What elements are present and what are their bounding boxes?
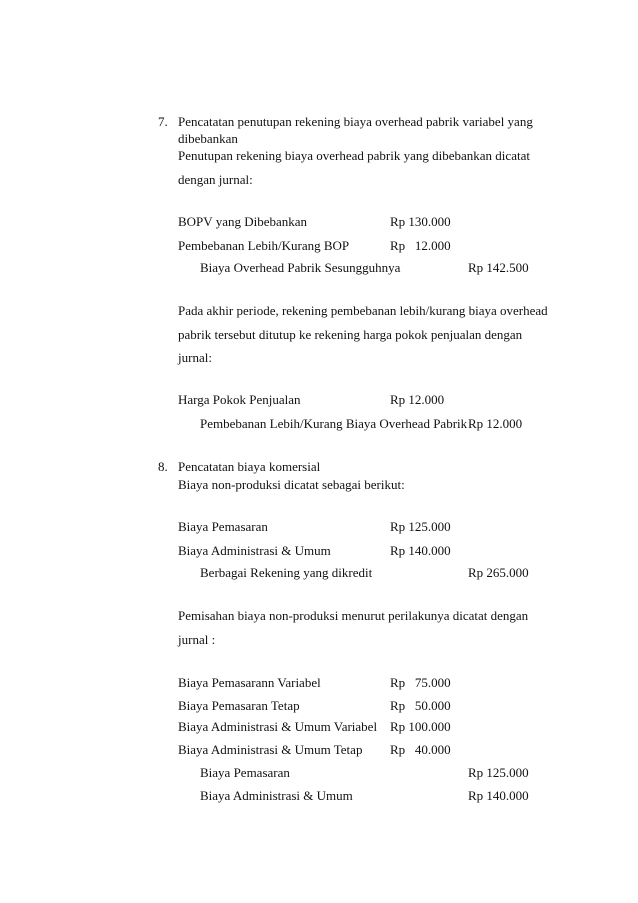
- journal-debit: Rp 12.000: [390, 392, 445, 407]
- journal-account: Biaya Administrasi & Umum Variabel: [178, 719, 378, 734]
- paragraph-line: Pemisahan biaya non-produksi menurut perilakunya dicatat dengan: [178, 608, 529, 623]
- section-7-desc-line2: dengan jurnal:: [178, 172, 253, 187]
- journal-debit: Rp 50.000: [390, 698, 451, 713]
- journal-credit: Rp 125.000: [468, 765, 529, 780]
- journal-credit: Rp 12.000: [468, 416, 523, 431]
- section-8-number: 8.: [158, 459, 168, 474]
- journal-account: Harga Pokok Penjualan: [178, 392, 301, 407]
- journal-account: Biaya Administrasi & Umum Tetap: [178, 742, 363, 757]
- journal-debit: Rp 140.000: [390, 543, 451, 558]
- section-8-title: Pencatatan biaya komersial: [178, 459, 321, 474]
- journal-account: Biaya Overhead Pabrik Sesungguhnya: [200, 260, 401, 275]
- paragraph-line: jurnal :: [178, 632, 216, 647]
- paragraph-line: pabrik tersebut ditutup ke rekening harga pokok penjualan dengan: [178, 327, 523, 342]
- section-7-desc-line1: Penutupan rekening biaya overhead pabrik yang dibebankan dicatat: [178, 148, 530, 163]
- journal-account: Biaya Pemasarann Variabel: [178, 675, 321, 690]
- section-7-title-line2: dibebankan: [178, 131, 238, 146]
- journal-credit: Rp 140.000: [468, 788, 529, 803]
- journal-account: Biaya Administrasi & Umum: [178, 543, 331, 558]
- journal-account: Pembebanan Lebih/Kurang Biaya Overhead Pabrik: [200, 416, 468, 431]
- section-8-desc: Biaya non-produksi dicatat sebagai berikut:: [178, 477, 405, 492]
- journal-debit: Rp 125.000: [390, 519, 451, 534]
- journal-debit: Rp 100.000: [390, 719, 451, 734]
- section-7-number: 7.: [158, 114, 168, 129]
- section-7-title-line1: Pencatatan penutupan rekening biaya overhead pabrik variabel yang: [178, 114, 533, 129]
- journal-account: Biaya Pemasaran: [200, 765, 290, 780]
- journal-account: BOPV yang Dibebankan: [178, 214, 308, 229]
- journal-account: Biaya Pemasaran: [178, 519, 268, 534]
- paragraph-line: jurnal:: [178, 350, 212, 365]
- journal-debit: Rp 130.000: [390, 214, 451, 229]
- journal-account: Pembebanan Lebih/Kurang BOP: [178, 238, 350, 253]
- journal-debit: Rp 40.000: [390, 742, 451, 757]
- journal-debit: Rp 75.000: [390, 675, 451, 690]
- journal-account: Biaya Pemasaran Tetap: [178, 698, 300, 713]
- journal-credit: Rp 142.500: [468, 260, 529, 275]
- journal-credit: Rp 265.000: [468, 565, 529, 580]
- journal-account: Berbagai Rekening yang dikredit: [200, 565, 373, 580]
- journal-account: Biaya Administrasi & Umum: [200, 788, 353, 803]
- journal-debit: Rp 12.000: [390, 238, 451, 253]
- paragraph-line: Pada akhir periode, rekening pembebanan lebih/kurang biaya overhead: [178, 303, 548, 318]
